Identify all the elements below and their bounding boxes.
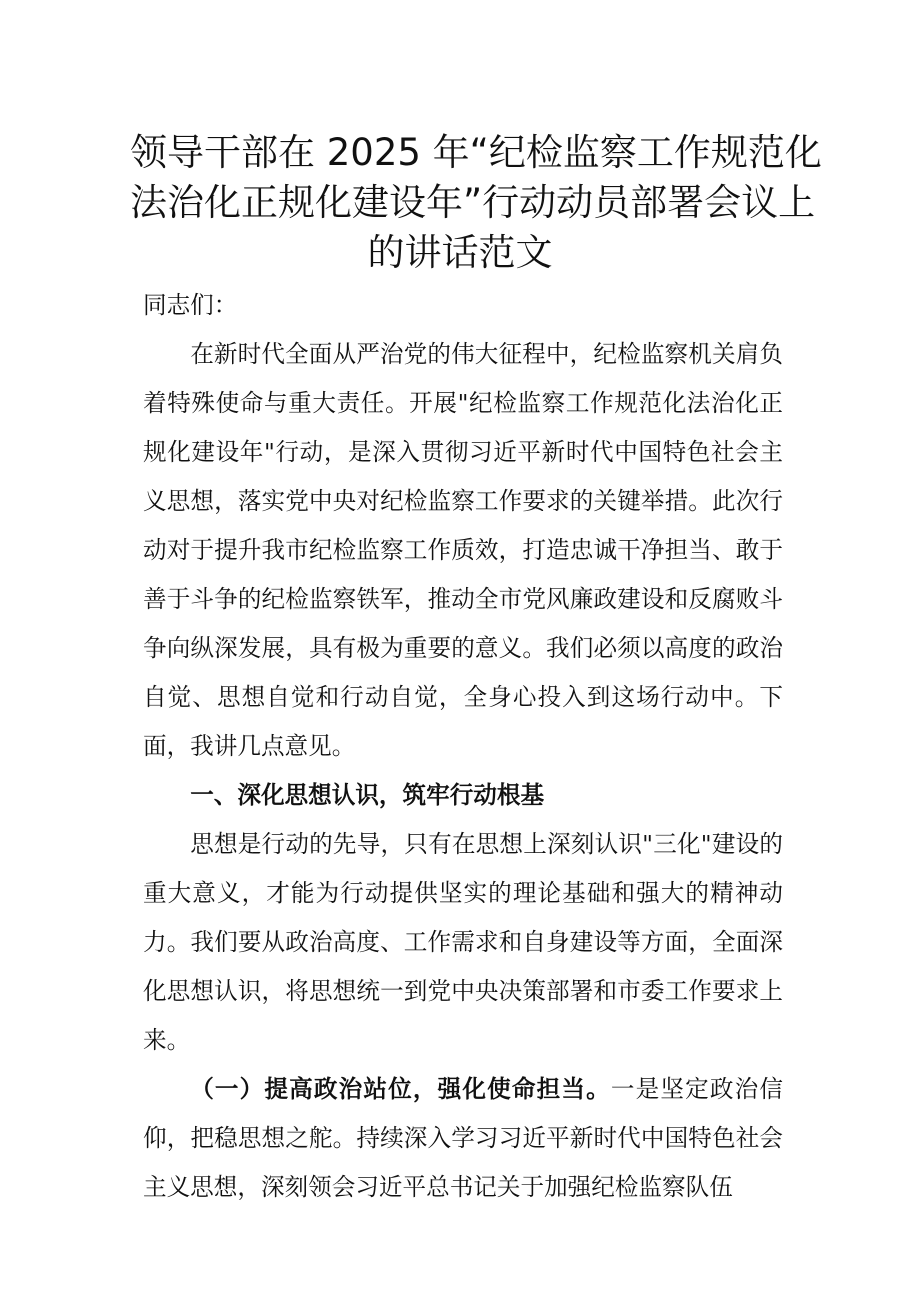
subsection-1-lead: （一）提高政治站位，强化使命担当。 — [190, 1075, 611, 1103]
intro-paragraph: 在新时代全面从严治党的伟大征程中，纪检监察机关肩负着特殊使命与重大责任。开展"纪检监察工作规范化法治化正规化建设年"行动，是深入贯彻习近平新时代中国特色社会主义思想，落实党中央对纪检监察工作要求的关键举措。此次行动对于提升我市纪检监察工作质效，打造忠诚干净担当、敢于善于斗争的纪检监察铁军，推动全市党风廉政建设和反腐败斗争向纵深发展，具有极为重要的意义。我们必须以高度的政治自觉、思想自觉和行动自觉，全身心投入到这场行动中。下面，我讲几点意见。 — [143, 340, 783, 760]
subsection-1-paragraph — [143, 1065, 783, 1212]
salutation: 同志们： — [143, 291, 238, 319]
document-title — [130, 128, 822, 278]
title-line-2: 法治化正规化建设年”行动动员部署会议上 — [130, 181, 816, 224]
document-body — [143, 281, 783, 1212]
title-line-3: 的讲话范文 — [367, 231, 553, 274]
subsection-1-text: 一是坚定政治信仰，把稳思想之舵。持续深入学习习近平新时代中国特色社会主义思想，深刻领会习近平总书记关于加强纪检监察队伍 — [143, 1075, 784, 1201]
title-line-1: 领导干部在 2025 年“纪检监察工作规范化 — [130, 131, 822, 174]
section-heading-1: 一、深化思想认识，筑牢行动根基 — [190, 781, 545, 809]
section-1-paragraph: 思想是行动的先导，只有在思想上深刻认识"三化"建设的重大意义，才能为行动提供坚实的理论基础和强大的精神动力。我们要从政治高度、工作需求和自身建设等方面，全面深化思想认识，将思想统一到党中央决策部署和市委工作要求上来。 — [143, 830, 783, 1054]
